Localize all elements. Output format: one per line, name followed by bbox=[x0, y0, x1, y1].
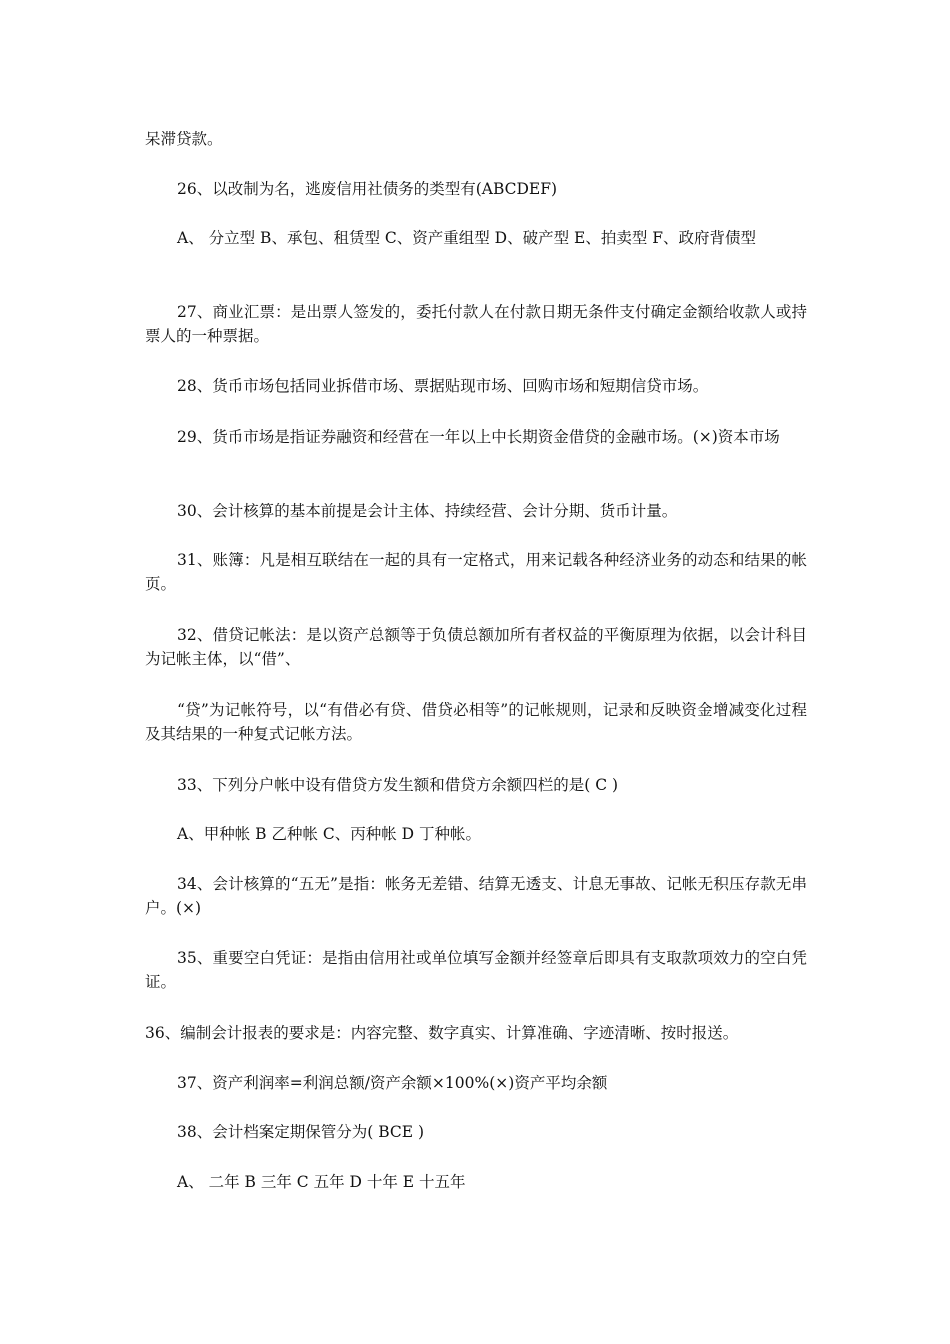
item-30: 30、会计核算的基本前提是会计主体、持续经营、会计分期、货币计量。 bbox=[177, 502, 678, 520]
item-31: 31、账簿：凡是相互联结在一起的具有一定格式，用来记载各种经济业务的动态和结果的帐页。 bbox=[145, 551, 807, 593]
item-34: 34、会计核算的“五无”是指：帐务无差错、结算无透支、计息无事故、记帐无积压存款无串户。(×) bbox=[145, 875, 807, 917]
item-27: 27、商业汇票：是出票人签发的，委托付款人在付款日期无条件支付确定金额给收款人或持票人的一种票据。 bbox=[145, 303, 807, 345]
item-32-continued: “贷”为记帐符号，以“有借必有贷、借贷必相等”的记帐规则，记录和反映资金增减变化过程及其结果的一种复式记帐方法。 bbox=[145, 701, 807, 743]
item-29: 29、货币市场是指证券融资和经营在一年以上中长期资金借贷的金融市场。(×)资本市场 bbox=[177, 428, 780, 446]
item-35: 35、重要空白凭证：是指由信用社或单位填写金额并经签章后即具有支取款项效力的空白凭证。 bbox=[145, 949, 807, 991]
question-33-options: A、甲种帐 B 乙种帐 C、丙种帐 D 丁种帐。 bbox=[177, 825, 482, 843]
item-32: 32、借贷记帐法：是以资产总额等于负债总额加所有者权益的平衡原理为依据，以会计科目为记帐主体，以“借”、 bbox=[145, 626, 807, 668]
paragraph-continuation: 呆滞贷款。 bbox=[145, 130, 223, 148]
question-26-options: A、 分立型 B、承包、租赁型 C、资产重组型 D、破产型 E、拍卖型 F、政府背债型 bbox=[177, 229, 757, 247]
item-37: 37、资产利润率=利润总额/资产余额×100%(×)资产平均余额 bbox=[177, 1074, 608, 1092]
item-28: 28、货币市场包括同业拆借市场、票据贴现市场、回购市场和短期信贷市场。 bbox=[177, 377, 709, 395]
question-26: 26、以改制为名，逃废信用社债务的类型有(ABCDEF) bbox=[177, 180, 558, 198]
question-33: 33、下列分户帐中设有借贷方发生额和借贷方余额四栏的是( C ) bbox=[177, 776, 619, 794]
question-38-options: A、 二年 B 三年 C 五年 D 十年 E 十五年 bbox=[177, 1173, 466, 1191]
question-38: 38、会计档案定期保管分为( BCE ) bbox=[177, 1123, 425, 1141]
item-36: 36、编制会计报表的要求是：内容完整、数字真实、计算准确、字迹清晰、按时报送。 bbox=[145, 1024, 739, 1042]
